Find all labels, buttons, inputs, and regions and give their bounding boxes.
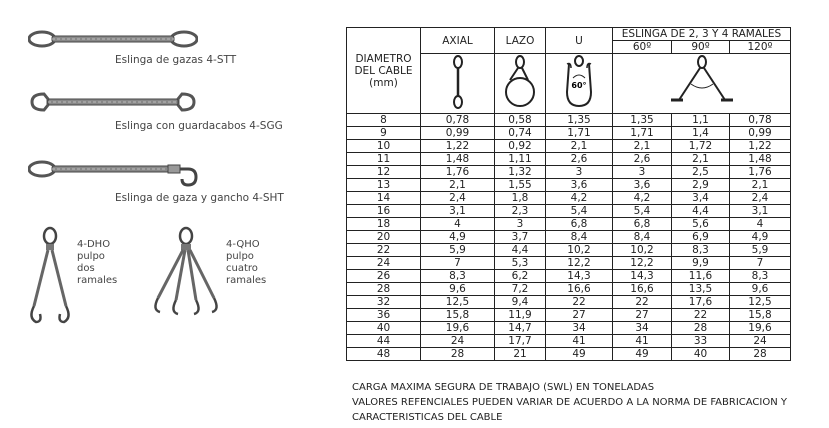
swl-value-cell: 3,6 xyxy=(613,179,672,192)
diameter-header-line1: DIAMETRO xyxy=(355,52,412,65)
swl-value-cell: 1,48 xyxy=(730,153,791,166)
swl-value-cell: 2,1 xyxy=(730,179,791,192)
swl-value-cell: 24 xyxy=(421,335,495,348)
four-leg-bridle-icon xyxy=(148,226,224,316)
swl-value-cell: 5,4 xyxy=(613,205,672,218)
swl-value-cell: 2,9 xyxy=(672,179,730,192)
axial-hitch-icon xyxy=(443,54,473,110)
u-angle-label: 60° xyxy=(571,81,587,90)
multi-leg-header: ESLINGA DE 2, 3 Y 4 RAMALES xyxy=(613,28,791,41)
note-cable-characteristics: CARACTERISTICAS DEL CABLE xyxy=(352,412,503,423)
caption-4qho xyxy=(226,239,266,287)
diameter-cell: 12 xyxy=(347,166,421,179)
lazo-header: LAZO xyxy=(495,28,546,54)
swl-value-cell: 2,6 xyxy=(546,153,613,166)
swl-value-cell: 8,4 xyxy=(546,231,613,244)
swl-value-cell: 10,2 xyxy=(613,244,672,257)
table-row xyxy=(347,179,791,192)
lazo-icon-cell xyxy=(495,54,546,114)
axial-icon-cell xyxy=(421,54,495,114)
swl-value-cell: 2,4 xyxy=(421,192,495,205)
swl-value-cell: 40 xyxy=(672,348,730,361)
table-row xyxy=(347,257,791,270)
swl-value-cell: 6,9 xyxy=(672,231,730,244)
diameter-header xyxy=(347,28,421,114)
swl-value-cell: 1,48 xyxy=(421,153,495,166)
swl-value-cell: 8,4 xyxy=(613,231,672,244)
swl-value-cell: 9,4 xyxy=(495,296,546,309)
diameter-cell: 16 xyxy=(347,205,421,218)
table-row xyxy=(347,140,791,153)
swl-value-cell: 14,7 xyxy=(495,322,546,335)
swl-value-cell: 1,4 xyxy=(672,127,730,140)
swl-value-cell: 7 xyxy=(730,257,791,270)
diameter-cell: 36 xyxy=(347,309,421,322)
swl-value-cell: 5,9 xyxy=(730,244,791,257)
swl-value-cell: 28 xyxy=(730,348,791,361)
table-row xyxy=(347,296,791,309)
diameter-cell: 48 xyxy=(347,348,421,361)
swl-value-cell: 2,6 xyxy=(613,153,672,166)
swl-value-cell: 0,99 xyxy=(421,127,495,140)
swl-value-cell: 11,9 xyxy=(495,309,546,322)
swl-value-cell: 16,6 xyxy=(613,283,672,296)
swl-value-cell: 21 xyxy=(495,348,546,361)
swl-value-cell: 1,22 xyxy=(730,140,791,153)
dho-line2: pulpo xyxy=(77,251,105,262)
swl-value-cell: 12,5 xyxy=(421,296,495,309)
swl-value-cell: 5,3 xyxy=(495,257,546,270)
swl-value-cell: 5,6 xyxy=(672,218,730,231)
swl-value-cell: 4,2 xyxy=(613,192,672,205)
swl-value-cell: 3,1 xyxy=(730,205,791,218)
note-reference-values: VALORES REFENCIALES PUEDEN VARIAR DE ACUERDO A LA NORMA DE FABRICACION Y xyxy=(352,397,787,408)
axial-header: AXIAL xyxy=(421,28,495,54)
swl-value-cell: 1,8 xyxy=(495,192,546,205)
swl-value-cell: 17,7 xyxy=(495,335,546,348)
swl-value-cell: 17,6 xyxy=(672,296,730,309)
diameter-cell: 26 xyxy=(347,270,421,283)
swl-value-cell: 14,3 xyxy=(613,270,672,283)
angle-90-header: 90º xyxy=(672,41,730,54)
swl-value-cell: 15,8 xyxy=(730,309,791,322)
swl-value-cell: 14,3 xyxy=(546,270,613,283)
qho-line2: pulpo xyxy=(226,251,254,262)
table-row xyxy=(347,309,791,322)
swl-value-cell: 4,4 xyxy=(672,205,730,218)
swl-value-cell: 1,11 xyxy=(495,153,546,166)
caption-4dho xyxy=(77,239,117,287)
dho-code: 4-DHO xyxy=(77,239,111,250)
diameter-cell: 9 xyxy=(347,127,421,140)
swl-value-cell: 0,78 xyxy=(730,114,791,127)
diameter-cell: 20 xyxy=(347,231,421,244)
swl-value-cell: 1,71 xyxy=(613,127,672,140)
eye-hook-sling-icon xyxy=(28,157,203,189)
swl-value-cell: 4 xyxy=(730,218,791,231)
angle-60-header: 60º xyxy=(613,41,672,54)
swl-value-cell: 4,9 xyxy=(730,231,791,244)
swl-value-cell: 4,4 xyxy=(495,244,546,257)
swl-value-cell: 19,6 xyxy=(421,322,495,335)
diameter-cell: 32 xyxy=(347,296,421,309)
swl-value-cell: 3,1 xyxy=(421,205,495,218)
swl-value-cell: 33 xyxy=(672,335,730,348)
u-header: U xyxy=(546,28,613,54)
table-row xyxy=(347,192,791,205)
qho-line4: ramales xyxy=(226,275,267,286)
swl-value-cell: 34 xyxy=(613,322,672,335)
swl-value-cell: 7 xyxy=(421,257,495,270)
table-row xyxy=(347,218,791,231)
sling-illustrations xyxy=(0,0,340,428)
swl-value-cell: 0,78 xyxy=(421,114,495,127)
swl-value-cell: 13,5 xyxy=(672,283,730,296)
swl-value-cell: 1,22 xyxy=(421,140,495,153)
swl-value-cell: 28 xyxy=(421,348,495,361)
diameter-cell: 40 xyxy=(347,322,421,335)
swl-value-cell: 24 xyxy=(730,335,791,348)
swl-value-cell: 34 xyxy=(546,322,613,335)
swl-value-cell: 1,76 xyxy=(730,166,791,179)
swl-value-cell: 9,6 xyxy=(421,283,495,296)
swl-value-cell: 49 xyxy=(546,348,613,361)
swl-value-cell: 28 xyxy=(672,322,730,335)
swl-value-cell: 8,3 xyxy=(730,270,791,283)
multi-leg-bridle-icon xyxy=(667,54,737,110)
swl-table xyxy=(346,27,791,361)
multi-leg-icon-cell xyxy=(613,54,791,114)
swl-value-cell: 22 xyxy=(613,296,672,309)
table-row xyxy=(347,283,791,296)
swl-value-cell: 22 xyxy=(546,296,613,309)
diameter-cell: 13 xyxy=(347,179,421,192)
dho-line4: ramales xyxy=(77,275,118,286)
swl-value-cell: 6,8 xyxy=(613,218,672,231)
dho-line3: dos xyxy=(77,263,95,274)
diameter-cell: 11 xyxy=(347,153,421,166)
swl-value-cell: 8,3 xyxy=(421,270,495,283)
table-row xyxy=(347,322,791,335)
swl-value-cell: 8,3 xyxy=(672,244,730,257)
swl-value-cell: 2,5 xyxy=(672,166,730,179)
diameter-cell: 24 xyxy=(347,257,421,270)
table-row xyxy=(347,335,791,348)
table-notes xyxy=(352,380,787,425)
u-icon-cell xyxy=(546,54,613,114)
table-row xyxy=(347,114,791,127)
table-row xyxy=(347,205,791,218)
angle-120-header: 120º xyxy=(730,41,791,54)
swl-value-cell: 0,99 xyxy=(730,127,791,140)
swl-value-cell: 1,71 xyxy=(546,127,613,140)
swl-value-cell: 27 xyxy=(613,309,672,322)
swl-value-cell: 12,5 xyxy=(730,296,791,309)
swl-value-cell: 27 xyxy=(546,309,613,322)
diameter-header-line2: DEL CABLE xyxy=(354,64,413,77)
swl-value-cell: 1,35 xyxy=(613,114,672,127)
swl-value-cell: 5,4 xyxy=(546,205,613,218)
swl-value-cell: 12,2 xyxy=(613,257,672,270)
swl-value-cell: 2,4 xyxy=(730,192,791,205)
caption-4sgg: Eslinga con guardacabos 4-SGG xyxy=(115,120,283,132)
table-row xyxy=(347,127,791,140)
swl-value-cell: 2,1 xyxy=(613,140,672,153)
swl-value-cell: 9,6 xyxy=(730,283,791,296)
swl-value-cell: 4 xyxy=(421,218,495,231)
choker-hitch-icon xyxy=(500,54,540,110)
swl-value-cell: 4,2 xyxy=(546,192,613,205)
diameter-cell: 28 xyxy=(347,283,421,296)
eye-eye-sling-icon xyxy=(28,28,198,50)
swl-value-cell: 1,76 xyxy=(421,166,495,179)
diameter-cell: 44 xyxy=(347,335,421,348)
swl-value-cell: 2,3 xyxy=(495,205,546,218)
swl-value-cell: 3 xyxy=(495,218,546,231)
swl-value-cell: 3,4 xyxy=(672,192,730,205)
table-row xyxy=(347,166,791,179)
note-swl: CARGA MAXIMA SEGURA DE TRABAJO (SWL) EN TONELADAS xyxy=(352,382,655,393)
swl-value-cell: 2,1 xyxy=(421,179,495,192)
caption-4stt: Eslinga de gazas 4-STT xyxy=(115,54,237,66)
table-row xyxy=(347,153,791,166)
swl-value-cell: 0,74 xyxy=(495,127,546,140)
diameter-cell: 18 xyxy=(347,218,421,231)
swl-value-cell: 1,55 xyxy=(495,179,546,192)
swl-value-cell: 4,9 xyxy=(421,231,495,244)
diameter-header-line3: (mm) xyxy=(369,76,398,89)
swl-value-cell: 3 xyxy=(546,166,613,179)
swl-value-cell: 22 xyxy=(672,309,730,322)
swl-value-cell: 1,72 xyxy=(672,140,730,153)
swl-value-cell: 10,2 xyxy=(546,244,613,257)
swl-value-cell: 41 xyxy=(546,335,613,348)
swl-value-cell: 6,8 xyxy=(546,218,613,231)
caption-4sht: Eslinga de gaza y gancho 4-SHT xyxy=(115,192,284,204)
table-row xyxy=(347,244,791,257)
swl-value-cell: 3,7 xyxy=(495,231,546,244)
swl-value-cell: 19,6 xyxy=(730,322,791,335)
swl-value-cell: 3,6 xyxy=(546,179,613,192)
qho-code: 4-QHO xyxy=(226,239,260,250)
swl-value-cell: 1,35 xyxy=(546,114,613,127)
qho-line3: cuatro xyxy=(226,263,258,274)
thimble-sling-icon xyxy=(28,91,198,113)
swl-value-cell: 16,6 xyxy=(546,283,613,296)
basket-hitch-icon xyxy=(557,54,601,110)
two-leg-bridle-icon xyxy=(22,226,78,326)
swl-value-cell: 2,1 xyxy=(546,140,613,153)
swl-value-cell: 2,1 xyxy=(672,153,730,166)
table-row xyxy=(347,231,791,244)
swl-value-cell: 5,9 xyxy=(421,244,495,257)
swl-value-cell: 3 xyxy=(613,166,672,179)
swl-value-cell: 49 xyxy=(613,348,672,361)
table-row xyxy=(347,270,791,283)
swl-value-cell: 0,92 xyxy=(495,140,546,153)
swl-value-cell: 1,32 xyxy=(495,166,546,179)
swl-value-cell: 6,2 xyxy=(495,270,546,283)
swl-value-cell: 11,6 xyxy=(672,270,730,283)
table-row xyxy=(347,348,791,361)
diameter-cell: 22 xyxy=(347,244,421,257)
swl-value-cell: 0,58 xyxy=(495,114,546,127)
diameter-cell: 8 xyxy=(347,114,421,127)
swl-value-cell: 41 xyxy=(613,335,672,348)
diameter-cell: 14 xyxy=(347,192,421,205)
swl-value-cell: 12,2 xyxy=(546,257,613,270)
swl-value-cell: 15,8 xyxy=(421,309,495,322)
swl-value-cell: 7,2 xyxy=(495,283,546,296)
swl-value-cell: 9,9 xyxy=(672,257,730,270)
swl-value-cell: 1,1 xyxy=(672,114,730,127)
diameter-cell: 10 xyxy=(347,140,421,153)
